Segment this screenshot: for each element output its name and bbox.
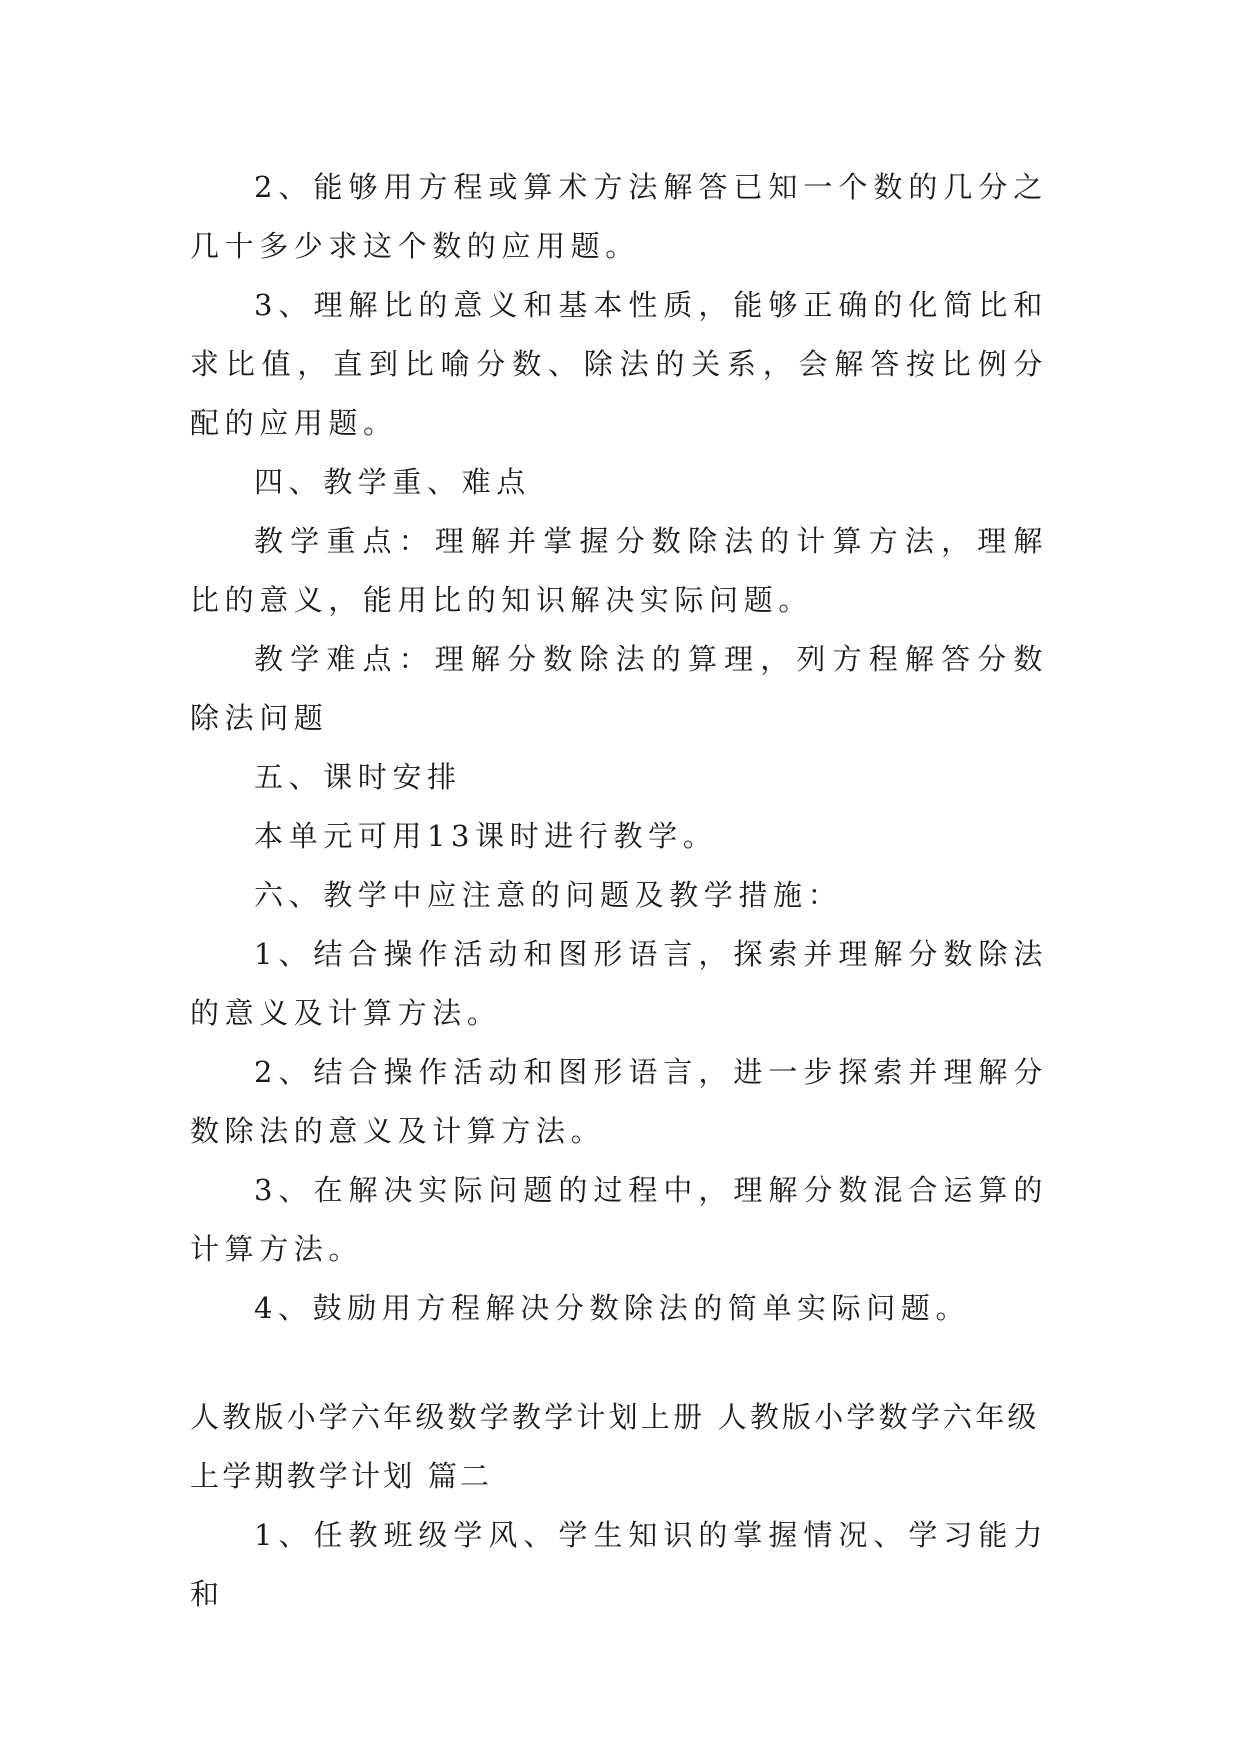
section-title: 四、教学重、难点 — [254, 465, 531, 499]
paragraph: 1、任教班级学风、学生知识的掌握情况、学习能力和 — [190, 1518, 1048, 1611]
paragraph: 教学重点：理解并掌握分数除法的计算方法，理解比的意义，能用比的知识解决实际问题。 — [190, 524, 1048, 617]
paragraph: 2、能够用方程或算术方法解答已知一个数的几分之几十多少求这个数的应用题。 — [190, 170, 1048, 263]
document-body — [190, 158, 1048, 1624]
section-title: 六、教学中应注意的问题及教学措施： — [254, 878, 843, 912]
article-heading: 人教版小学六年级数学教学计划上册 人教版小学数学六年级上学期教学计划 篇二 — [190, 1400, 1040, 1493]
section-gap — [190, 1338, 1048, 1388]
paragraph: 1、结合操作活动和图形语言，探索并理解分数除法的意义及计算方法。 — [190, 937, 1048, 1030]
paragraph: 3、在解决实际问题的过程中，理解分数混合运算的计算方法。 — [190, 1173, 1048, 1266]
paragraph: 4、鼓励用方程解决分数除法的简单实际问题。 — [254, 1291, 971, 1325]
paragraph: 3、理解比的意义和基本性质，能够正确的化简比和求比值，直到比喻分数、除法的关系，会解答按比例分配的应用题。 — [190, 288, 1048, 440]
section-title: 五、课时安排 — [254, 760, 462, 794]
paragraph: 本单元可用13课时进行教学。 — [254, 819, 718, 853]
paragraph: 教学难点：理解分数除法的算理，列方程解答分数除法问题 — [190, 642, 1048, 735]
paragraph: 2、结合操作活动和图形语言，进一步探索并理解分数除法的意义及计算方法。 — [190, 1055, 1048, 1148]
